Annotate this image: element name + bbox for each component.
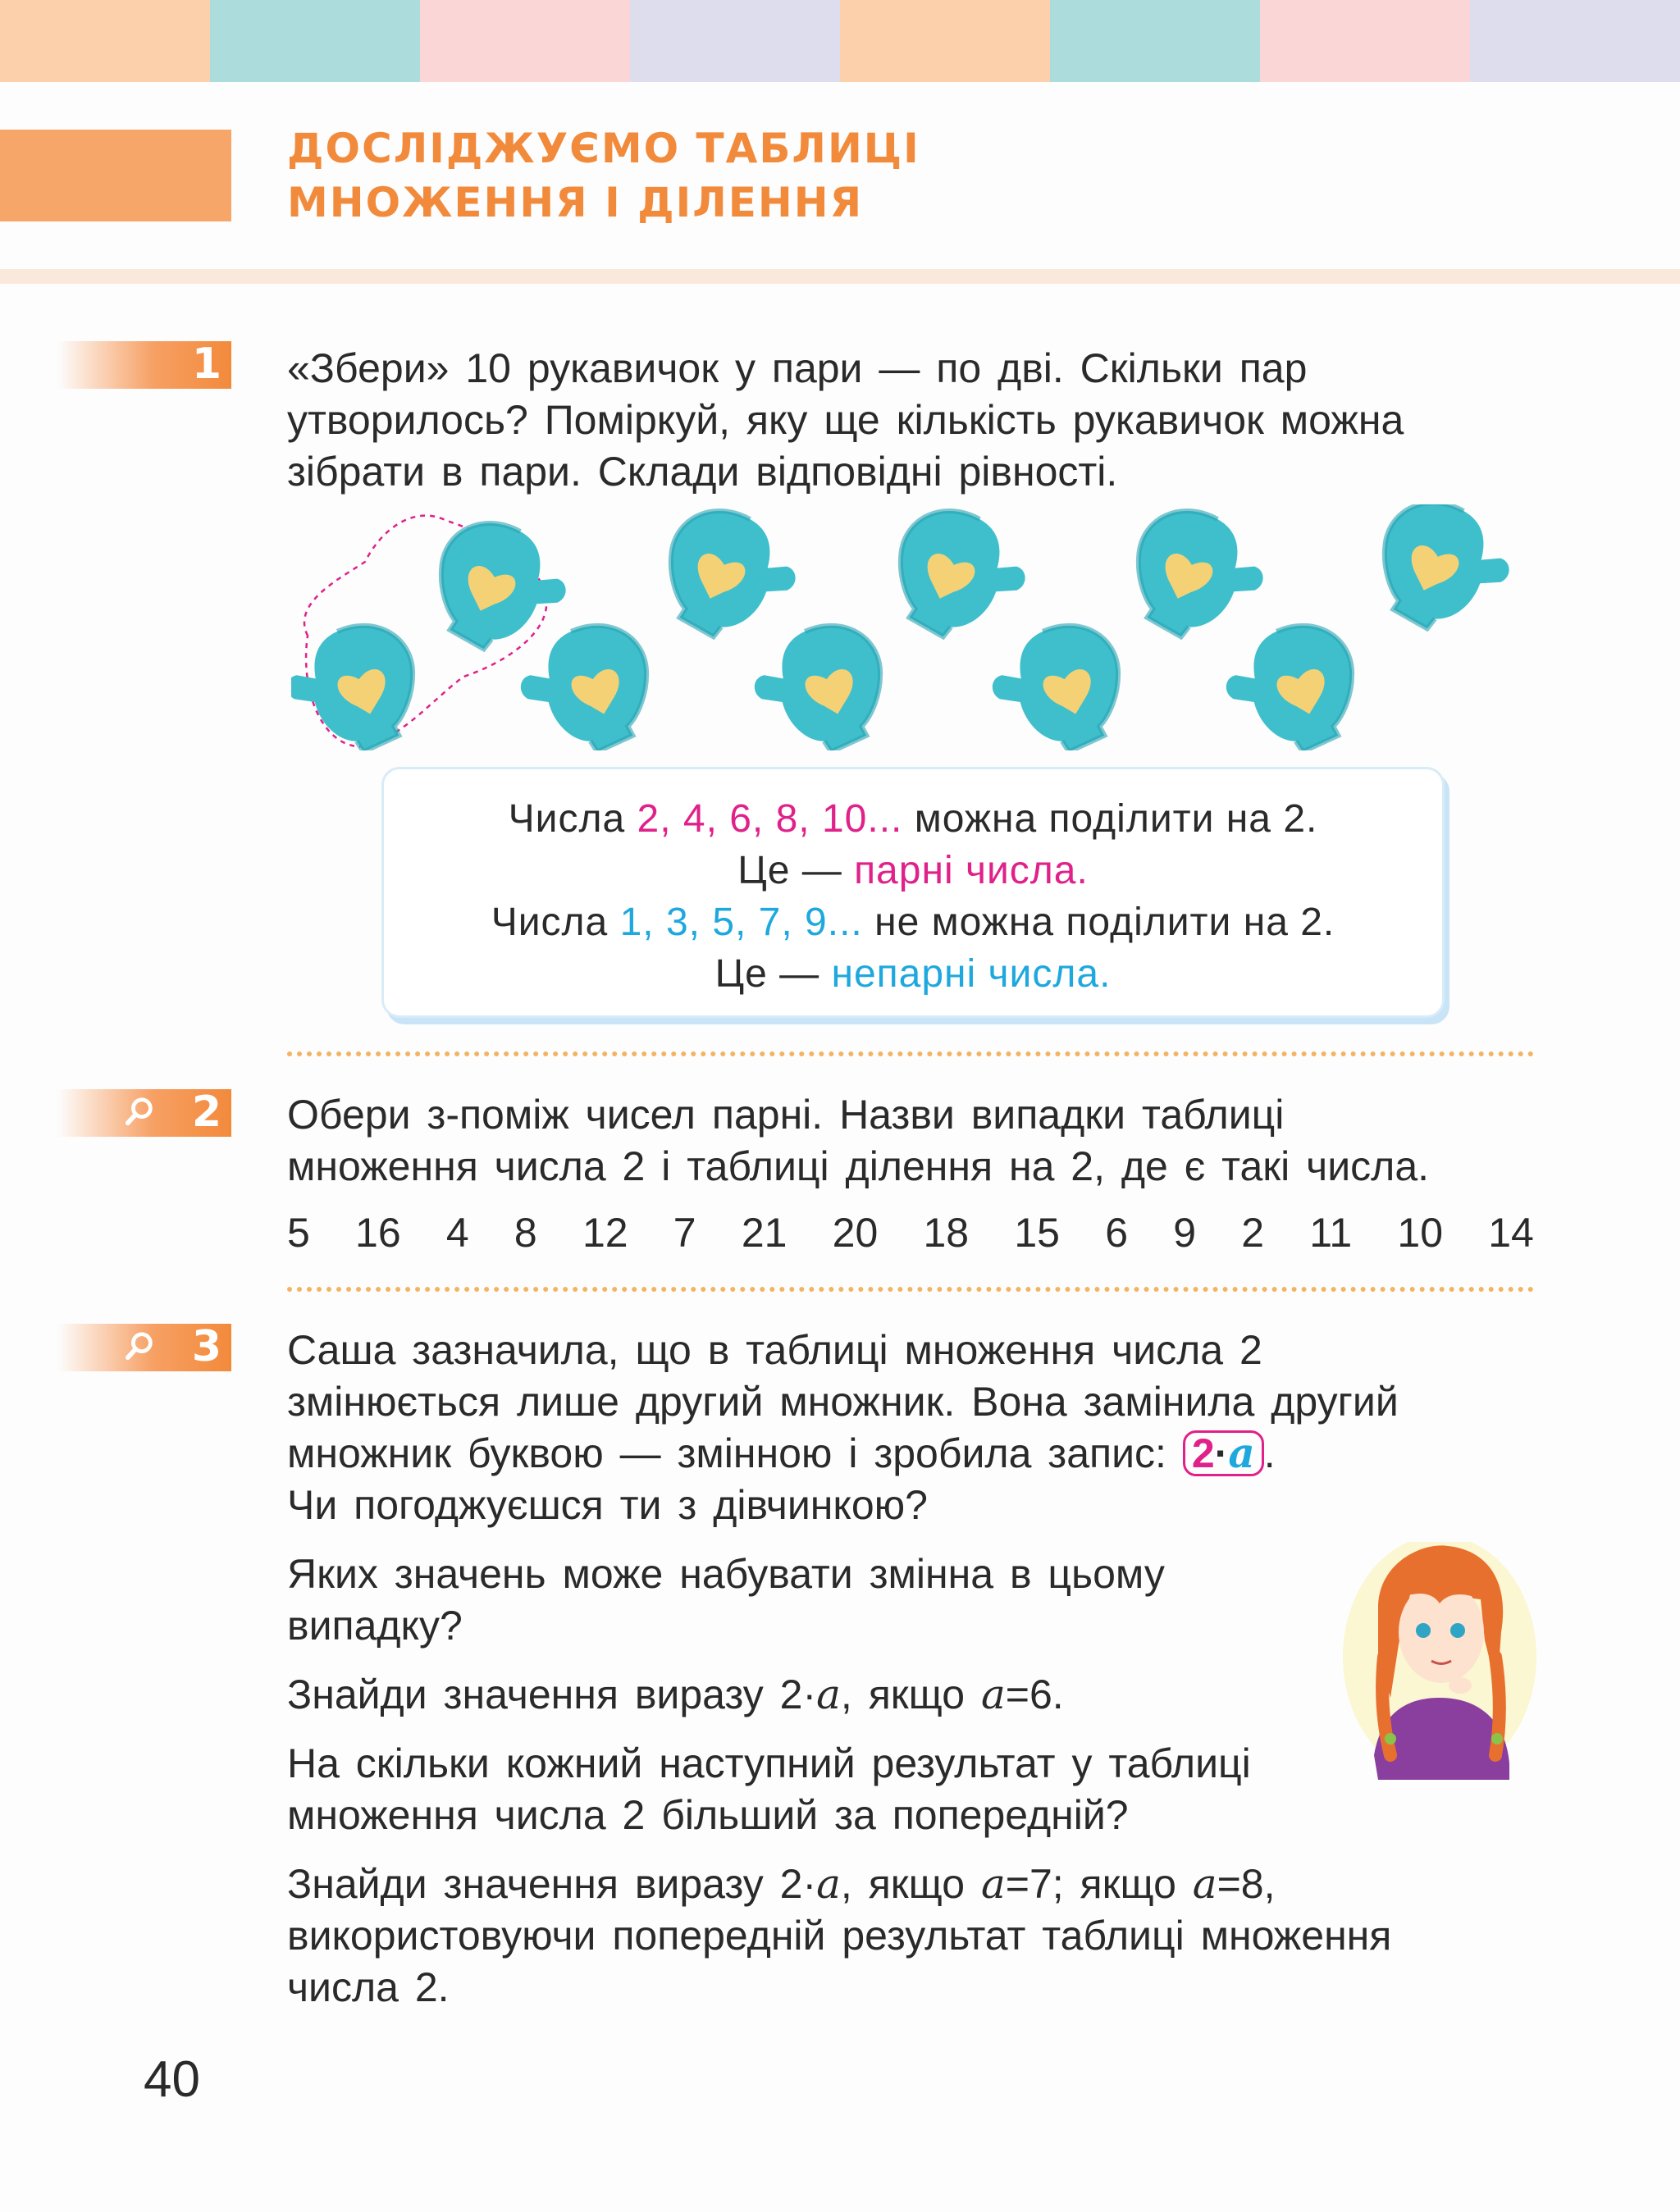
text-line: змінюється лише другий множник. Вона замінила другий [287, 1379, 1399, 1425]
number-item[interactable]: 15 [1014, 1210, 1060, 1256]
title-divider [0, 269, 1680, 284]
task-number-tab [57, 1089, 231, 1137]
number-item[interactable]: 11 [1309, 1210, 1353, 1256]
rule-box [381, 767, 1445, 1018]
mitten [984, 618, 1130, 750]
number-item[interactable]: 12 [582, 1210, 628, 1256]
rule-line [384, 948, 1442, 1000]
rule-text: не можна поділити на 2. [862, 901, 1335, 944]
number-item[interactable]: 7 [673, 1210, 696, 1256]
text-line: На скільки кожний наступний результат у таблиці [287, 1740, 1251, 1786]
number-item[interactable]: 10 [1397, 1210, 1444, 1256]
stripe-segment [840, 0, 1050, 82]
task-number-tab [57, 1324, 231, 1371]
task-number: 1 [191, 340, 221, 389]
number-item[interactable]: 9 [1173, 1210, 1197, 1256]
mitten [423, 512, 578, 665]
even-term: парні числа. [854, 849, 1089, 892]
page-number: 40 [144, 2051, 200, 2108]
number-item[interactable]: 5 [287, 1210, 310, 1256]
text-segment: Знайди значення виразу 2 [287, 1861, 803, 1907]
number-item[interactable]: 16 [355, 1210, 401, 1256]
rule-line [384, 896, 1442, 948]
stripe-segment [1470, 0, 1680, 82]
text-segment: . [1263, 1430, 1276, 1476]
even-numbers: 2, 4, 6, 8, 10... [637, 797, 903, 841]
rule-text: Це — [714, 952, 832, 996]
task-number: 2 [191, 1088, 221, 1137]
number-item[interactable]: 14 [1488, 1210, 1534, 1256]
mitten [883, 504, 1038, 654]
mitten [1121, 504, 1276, 654]
text-segment: множник буквою — змінною і зробила запис: [287, 1430, 1183, 1476]
mitten [1367, 504, 1522, 645]
odd-term: непарні числа. [831, 952, 1112, 996]
page-title [287, 121, 920, 230]
title-line: МНОЖЕННЯ І ДІЛЕННЯ [287, 179, 864, 226]
dot-operator: · [1214, 1430, 1229, 1476]
rule-text: Числа [491, 901, 620, 944]
task1-text [287, 343, 1404, 498]
odd-numbers: 1, 3, 5, 7, 9... [619, 901, 863, 944]
magnifier-icon [125, 1096, 156, 1127]
variable: a [980, 1671, 1006, 1718]
stripe-segment [420, 0, 630, 82]
mittens-illustration [291, 504, 1538, 750]
text-line: зібрати в пари. Склади відповідні рівності. [287, 449, 1118, 495]
text-segment: =7; якщо [1005, 1861, 1193, 1907]
expr-number: 2 [1191, 1430, 1215, 1476]
variable: a [816, 1860, 841, 1908]
title-line: ДОСЛІДЖУЄМО ТАБЛИЦІ [287, 125, 920, 172]
text-line: випадку? [287, 1603, 463, 1649]
mitten [1217, 618, 1364, 750]
number-item[interactable]: 18 [923, 1210, 970, 1256]
stripe-segment [210, 0, 420, 82]
variable: a [1192, 1860, 1217, 1908]
text-line: «Збери» 10 рукавичок у пари — по дві. Скільки пар [287, 345, 1308, 391]
text-segment: Знайди значення виразу 2 [287, 1672, 803, 1717]
text-line: Яких значень може набувати змінна в цьому [287, 1551, 1165, 1597]
task2-text [287, 1089, 1429, 1193]
number-item[interactable]: 6 [1105, 1210, 1128, 1256]
task-number: 3 [191, 1322, 221, 1371]
number-item[interactable]: 2 [1241, 1210, 1265, 1256]
rule-text: можна поділити на 2. [902, 797, 1318, 841]
stripe-segment [1260, 0, 1470, 82]
stripe-segment [0, 0, 210, 82]
text-line: Саша зазначила, що в таблиці множення числа 2 [287, 1327, 1262, 1373]
text-segment: , якщо [840, 1861, 981, 1907]
text-line [287, 1859, 1399, 1910]
text-line: утворилось? Поміркуй, яку ще кількість рукавичок можна [287, 397, 1404, 443]
dotted-divider [287, 1287, 1534, 1292]
mitten [653, 504, 808, 654]
rule-line [384, 793, 1442, 845]
color-stripe [0, 0, 1680, 82]
text-segment: , якщо [840, 1672, 981, 1717]
mitten [746, 618, 892, 750]
number-item[interactable]: 4 [445, 1210, 469, 1256]
task-number-tab [57, 341, 231, 389]
variable: a [980, 1860, 1006, 1908]
text-line: множення числа 2 і таблиці ділення на 2, де є такі числа. [287, 1143, 1430, 1189]
magnifier-icon [125, 1330, 156, 1361]
rule-text: Числа [508, 797, 637, 841]
text-line: Обери з-поміж чисел парні. Назви випадки таблиці [287, 1092, 1285, 1138]
stripe-segment [1050, 0, 1260, 82]
text-line: множення числа 2 більший за попередній? [287, 1792, 1129, 1838]
text-line: використовуючи попередній результат таблиці множення [287, 1913, 1392, 1959]
number-item[interactable]: 21 [741, 1210, 788, 1256]
dot-operator: · [802, 1861, 817, 1907]
number-item[interactable]: 8 [514, 1210, 537, 1256]
text-line [287, 1669, 1399, 1721]
rule-text: Це — [737, 849, 855, 892]
girl-illustration [1333, 1542, 1538, 1788]
stripe-segment [630, 0, 840, 82]
text-line [287, 1428, 1399, 1480]
variable-expression [1183, 1430, 1264, 1476]
dotted-divider [287, 1051, 1534, 1056]
text-line: Чи погоджуєшся ти з дівчинкою? [287, 1482, 928, 1528]
text-line: числа 2. [287, 1964, 450, 2010]
mitten [291, 618, 426, 750]
mitten [512, 618, 659, 750]
expr-variable: a [1228, 1429, 1255, 1477]
rule-line [384, 845, 1442, 896]
task3-text [287, 1325, 1399, 2014]
number-item[interactable]: 20 [832, 1210, 879, 1256]
text-segment: =8, [1217, 1861, 1276, 1907]
variable: a [816, 1671, 841, 1718]
text-segment: =6. [1005, 1672, 1064, 1717]
number-list [287, 1207, 1534, 1259]
title-accent-bar [0, 130, 231, 221]
dot-operator: · [802, 1672, 817, 1717]
